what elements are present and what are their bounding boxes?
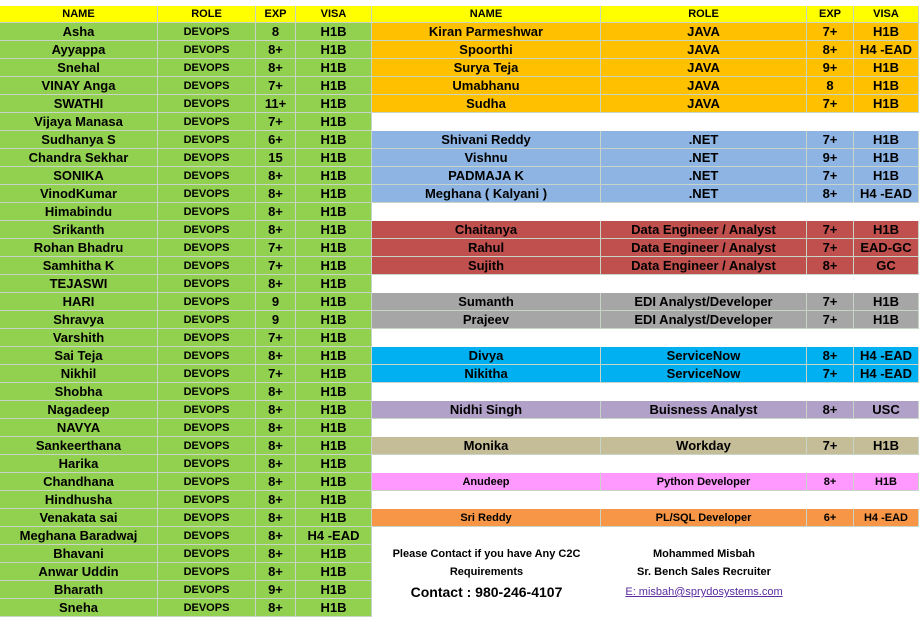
left-cell-name[interactable]: Harika: [0, 455, 158, 473]
left-cell-visa[interactable]: H1B: [296, 149, 372, 167]
left-cell-visa[interactable]: H1B: [296, 77, 372, 95]
header-visa-right[interactable]: VISA: [854, 6, 919, 23]
left-cell-role[interactable]: DEVOPS: [158, 149, 256, 167]
left-cell-exp[interactable]: 11+: [256, 95, 296, 113]
right-cell-name[interactable]: Shivani Reddy: [372, 131, 601, 149]
right-cell-exp[interactable]: 7+: [807, 437, 854, 455]
left-cell-visa[interactable]: H1B: [296, 563, 372, 581]
right-cell-exp[interactable]: 7+: [807, 221, 854, 239]
left-cell-exp[interactable]: 8+: [256, 419, 296, 437]
left-cell-visa[interactable]: H1B: [296, 581, 372, 599]
left-cell-visa[interactable]: H1B: [296, 221, 372, 239]
left-cell-name[interactable]: Ayyappa: [0, 41, 158, 59]
left-cell-visa[interactable]: H1B: [296, 509, 372, 527]
left-cell-name[interactable]: Hindhusha: [0, 491, 158, 509]
left-cell-role[interactable]: DEVOPS: [158, 419, 256, 437]
left-cell-name[interactable]: HARI: [0, 293, 158, 311]
right-cell-exp[interactable]: 8+: [807, 257, 854, 275]
left-cell-exp[interactable]: 8+: [256, 455, 296, 473]
recruiter-email-cell: [601, 581, 807, 603]
header-name-right[interactable]: NAME: [372, 6, 601, 23]
left-cell-role[interactable]: DEVOPS: [158, 545, 256, 563]
left-cell-visa[interactable]: H1B: [296, 365, 372, 383]
right-cell-exp[interactable]: 7+: [807, 167, 854, 185]
left-cell-exp[interactable]: 7+: [256, 239, 296, 257]
right-cell-role[interactable]: .NET: [601, 167, 807, 185]
left-cell-role[interactable]: DEVOPS: [158, 491, 256, 509]
left-cell-exp[interactable]: 8+: [256, 545, 296, 563]
left-cell-exp[interactable]: 7+: [256, 329, 296, 347]
left-cell-role[interactable]: DEVOPS: [158, 77, 256, 95]
left-cell-role[interactable]: DEVOPS: [158, 455, 256, 473]
left-cell-name[interactable]: Shobha: [0, 383, 158, 401]
left-cell-exp[interactable]: 8+: [256, 41, 296, 59]
right-cell-exp[interactable]: 6+: [807, 509, 854, 527]
right-cell-exp[interactable]: 8: [807, 77, 854, 95]
left-cell-name[interactable]: Nagadeep: [0, 401, 158, 419]
left-cell-role[interactable]: DEVOPS: [158, 329, 256, 347]
right-cell-visa[interactable]: H4 -EAD: [854, 365, 919, 383]
left-cell-name[interactable]: VINAY Anga: [0, 77, 158, 95]
left-cell-name[interactable]: Sudhanya S: [0, 131, 158, 149]
left-cell-visa[interactable]: H1B: [296, 491, 372, 509]
right-cell-visa[interactable]: H4 -EAD: [854, 185, 919, 203]
left-cell-visa[interactable]: H1B: [296, 239, 372, 257]
left-cell-exp[interactable]: 9+: [256, 581, 296, 599]
right-cell-visa[interactable]: H4 -EAD: [854, 347, 919, 365]
right-cell-role[interactable]: Data Engineer / Analyst: [601, 221, 807, 239]
left-cell-name[interactable]: NAVYA: [0, 419, 158, 437]
left-cell-visa[interactable]: H1B: [296, 401, 372, 419]
left-cell-role[interactable]: DEVOPS: [158, 401, 256, 419]
right-cell-exp[interactable]: 8+: [807, 473, 854, 491]
left-cell-role[interactable]: DEVOPS: [158, 257, 256, 275]
left-cell-visa[interactable]: H1B: [296, 257, 372, 275]
right-cell-visa[interactable]: H1B: [854, 95, 919, 113]
left-cell-role[interactable]: DEVOPS: [158, 221, 256, 239]
right-cell-role[interactable]: Python Developer: [601, 473, 807, 491]
left-cell-visa[interactable]: H1B: [296, 599, 372, 617]
left-cell-visa[interactable]: H1B: [296, 23, 372, 41]
left-cell-role[interactable]: DEVOPS: [158, 311, 256, 329]
right-cell-role[interactable]: .NET: [601, 185, 807, 203]
left-cell-name[interactable]: Samhitha K: [0, 257, 158, 275]
left-cell-exp[interactable]: 8+: [256, 527, 296, 545]
right-cell-exp[interactable]: 7+: [807, 95, 854, 113]
left-cell-role[interactable]: DEVOPS: [158, 275, 256, 293]
left-cell-visa[interactable]: H1B: [296, 131, 372, 149]
left-cell-visa[interactable]: H1B: [296, 329, 372, 347]
left-cell-visa[interactable]: H1B: [296, 383, 372, 401]
left-cell-visa[interactable]: H1B: [296, 293, 372, 311]
left-cell-visa[interactable]: H1B: [296, 473, 372, 491]
left-cell-exp[interactable]: 8+: [256, 509, 296, 527]
left-cell-exp[interactable]: 6+: [256, 131, 296, 149]
left-cell-exp[interactable]: 8+: [256, 473, 296, 491]
left-cell-role[interactable]: DEVOPS: [158, 527, 256, 545]
right-cell-name[interactable]: Meghana ( Kalyani ): [372, 185, 601, 203]
left-cell-exp[interactable]: 8+: [256, 167, 296, 185]
left-cell-role[interactable]: DEVOPS: [158, 581, 256, 599]
right-cell-name[interactable]: Umabhanu: [372, 77, 601, 95]
left-cell-name[interactable]: Srikanth: [0, 221, 158, 239]
left-cell-role[interactable]: DEVOPS: [158, 599, 256, 617]
left-cell-role[interactable]: DEVOPS: [158, 365, 256, 383]
left-cell-visa[interactable]: H1B: [296, 185, 372, 203]
right-cell-role[interactable]: Workday: [601, 437, 807, 455]
left-cell-role[interactable]: DEVOPS: [158, 113, 256, 131]
left-cell-name[interactable]: Anwar Uddin: [0, 563, 158, 581]
left-cell-name[interactable]: Snehal: [0, 59, 158, 77]
left-cell-name[interactable]: Rohan Bhadru: [0, 239, 158, 257]
left-cell-visa[interactable]: H1B: [296, 545, 372, 563]
left-cell-name[interactable]: Shravya: [0, 311, 158, 329]
left-cell-exp[interactable]: 7+: [256, 77, 296, 95]
left-cell-role[interactable]: DEVOPS: [158, 383, 256, 401]
right-cell-exp[interactable]: 7+: [807, 23, 854, 41]
left-cell-exp[interactable]: 8+: [256, 275, 296, 293]
left-cell-exp[interactable]: 8+: [256, 599, 296, 617]
left-cell-exp[interactable]: 7+: [256, 113, 296, 131]
right-cell-name[interactable]: Divya: [372, 347, 601, 365]
right-cell-name[interactable]: Nidhi Singh: [372, 401, 601, 419]
left-cell-visa[interactable]: H1B: [296, 437, 372, 455]
left-cell-role[interactable]: DEVOPS: [158, 59, 256, 77]
left-cell-visa[interactable]: H1B: [296, 167, 372, 185]
left-cell-visa[interactable]: H1B: [296, 455, 372, 473]
right-cell-exp[interactable]: 7+: [807, 239, 854, 257]
right-cell-name[interactable]: Nikitha: [372, 365, 601, 383]
right-cell-visa[interactable]: H4 -EAD: [854, 41, 919, 59]
right-cell-role[interactable]: Data Engineer / Analyst: [601, 239, 807, 257]
left-cell-role[interactable]: DEVOPS: [158, 509, 256, 527]
right-cell-role[interactable]: JAVA: [601, 77, 807, 95]
left-cell-exp[interactable]: 8+: [256, 383, 296, 401]
right-cell-exp[interactable]: 8+: [807, 401, 854, 419]
right-cell-exp[interactable]: 7+: [807, 311, 854, 329]
left-cell-name[interactable]: VinodKumar: [0, 185, 158, 203]
right-cell-name[interactable]: Anudeep: [372, 473, 601, 491]
left-cell-name[interactable]: Chandra Sekhar: [0, 149, 158, 167]
left-cell-role[interactable]: DEVOPS: [158, 203, 256, 221]
header-exp-right[interactable]: EXP: [807, 6, 854, 23]
left-cell-exp[interactable]: 8+: [256, 491, 296, 509]
left-cell-exp[interactable]: 15: [256, 149, 296, 167]
left-cell-name[interactable]: Bharath: [0, 581, 158, 599]
left-cell-role[interactable]: DEVOPS: [158, 473, 256, 491]
left-cell-exp[interactable]: 8+: [256, 203, 296, 221]
left-cell-exp[interactable]: 7+: [256, 257, 296, 275]
left-cell-visa[interactable]: H1B: [296, 59, 372, 77]
right-cell-role[interactable]: .NET: [601, 149, 807, 167]
right-cell-exp[interactable]: 8+: [807, 347, 854, 365]
right-cell-exp[interactable]: 7+: [807, 293, 854, 311]
left-cell-name[interactable]: Asha: [0, 23, 158, 41]
recruiter-name: Mohammed Misbah: [601, 545, 807, 563]
right-cell-name[interactable]: Prajeev: [372, 311, 601, 329]
right-cell-visa[interactable]: H1B: [854, 131, 919, 149]
left-cell-name[interactable]: Nikhil: [0, 365, 158, 383]
right-cell-role[interactable]: JAVA: [601, 41, 807, 59]
left-cell-role[interactable]: DEVOPS: [158, 95, 256, 113]
right-cell-name[interactable]: Sri Reddy: [372, 509, 601, 527]
left-cell-role[interactable]: DEVOPS: [158, 131, 256, 149]
left-cell-name[interactable]: Sneha: [0, 599, 158, 617]
right-cell-visa[interactable]: H1B: [854, 167, 919, 185]
header-role-right[interactable]: ROLE: [601, 6, 807, 23]
left-cell-exp[interactable]: 7+: [256, 365, 296, 383]
left-cell-name[interactable]: Venakata sai: [0, 509, 158, 527]
right-cell-visa[interactable]: H1B: [854, 473, 919, 491]
right-cell-exp[interactable]: 9+: [807, 149, 854, 167]
left-cell-name[interactable]: Meghana Baradwaj: [0, 527, 158, 545]
right-cell-visa[interactable]: H1B: [854, 293, 919, 311]
header-role-left[interactable]: ROLE: [158, 6, 256, 23]
right-cell-name[interactable]: PADMAJA K: [372, 167, 601, 185]
left-cell-role[interactable]: DEVOPS: [158, 437, 256, 455]
recruiter-title: Sr. Bench Sales Recruiter: [601, 563, 807, 581]
left-cell-name[interactable]: TEJASWI: [0, 275, 158, 293]
left-cell-name[interactable]: SWATHI: [0, 95, 158, 113]
left-cell-name[interactable]: Chandhana: [0, 473, 158, 491]
left-cell-exp[interactable]: 8+: [256, 185, 296, 203]
right-cell-role[interactable]: EDI Analyst/Developer: [601, 311, 807, 329]
right-cell-name[interactable]: Sudha: [372, 95, 601, 113]
right-cell-name[interactable]: Rahul: [372, 239, 601, 257]
right-cell-visa[interactable]: H1B: [854, 437, 919, 455]
left-cell-visa[interactable]: H1B: [296, 347, 372, 365]
right-cell-visa[interactable]: H1B: [854, 23, 919, 41]
right-cell-visa[interactable]: H1B: [854, 149, 919, 167]
contact-line-1: Please Contact if you have Any C2C: [372, 545, 601, 563]
left-cell-role[interactable]: DEVOPS: [158, 239, 256, 257]
right-cell-role[interactable]: Buisness Analyst: [601, 401, 807, 419]
left-cell-exp[interactable]: 8+: [256, 437, 296, 455]
left-cell-name[interactable]: SONIKA: [0, 167, 158, 185]
right-cell-exp[interactable]: 9+: [807, 59, 854, 77]
right-cell-visa[interactable]: USC: [854, 401, 919, 419]
right-cell-name[interactable]: Vishnu: [372, 149, 601, 167]
right-cell-exp[interactable]: 8+: [807, 185, 854, 203]
right-cell-name[interactable]: Sujith: [372, 257, 601, 275]
left-cell-visa[interactable]: H1B: [296, 95, 372, 113]
right-cell-exp[interactable]: 8+: [807, 41, 854, 59]
left-cell-exp[interactable]: 9: [256, 293, 296, 311]
right-cell-role[interactable]: JAVA: [601, 23, 807, 41]
left-cell-name[interactable]: Varshith: [0, 329, 158, 347]
right-cell-visa[interactable]: H1B: [854, 59, 919, 77]
left-cell-visa[interactable]: H1B: [296, 311, 372, 329]
right-cell-name[interactable]: Surya Teja: [372, 59, 601, 77]
right-cell-role[interactable]: ServiceNow: [601, 365, 807, 383]
contact-phone: Contact : 980-246-4107: [372, 581, 601, 603]
right-cell-exp[interactable]: 7+: [807, 131, 854, 149]
left-cell-exp[interactable]: 8+: [256, 347, 296, 365]
left-cell-role[interactable]: DEVOPS: [158, 41, 256, 59]
contact-line-2: Requirements: [372, 563, 601, 581]
header-exp-left[interactable]: EXP: [256, 6, 296, 23]
recruiter-email-link[interactable]: E: misbah@sprydosystems.com: [625, 586, 783, 598]
header-visa-left[interactable]: VISA: [296, 6, 372, 23]
right-cell-visa[interactable]: H4 -EAD: [854, 509, 919, 527]
left-cell-exp[interactable]: 8+: [256, 59, 296, 77]
header-name-left[interactable]: NAME: [0, 6, 158, 23]
left-cell-exp[interactable]: 8+: [256, 221, 296, 239]
left-cell-exp[interactable]: 8: [256, 23, 296, 41]
left-cell-exp[interactable]: 8+: [256, 563, 296, 581]
right-cell-role[interactable]: .NET: [601, 131, 807, 149]
left-cell-visa[interactable]: H1B: [296, 419, 372, 437]
left-cell-name[interactable]: Vijaya Manasa: [0, 113, 158, 131]
right-cell-role[interactable]: JAVA: [601, 95, 807, 113]
right-cell-role[interactable]: JAVA: [601, 59, 807, 77]
right-cell-name[interactable]: Monika: [372, 437, 601, 455]
left-cell-visa[interactable]: H1B: [296, 203, 372, 221]
left-cell-visa[interactable]: H4 -EAD: [296, 527, 372, 545]
right-cell-role[interactable]: ServiceNow: [601, 347, 807, 365]
right-cell-visa[interactable]: EAD-GC: [854, 239, 919, 257]
right-cell-name[interactable]: Sumanth: [372, 293, 601, 311]
right-cell-role[interactable]: Data Engineer / Analyst: [601, 257, 807, 275]
left-cell-name[interactable]: Sankeerthana: [0, 437, 158, 455]
left-cell-role[interactable]: DEVOPS: [158, 23, 256, 41]
left-cell-exp[interactable]: 8+: [256, 401, 296, 419]
left-cell-visa[interactable]: H1B: [296, 275, 372, 293]
left-cell-name[interactable]: Bhavani: [0, 545, 158, 563]
left-cell-name[interactable]: Himabindu: [0, 203, 158, 221]
right-cell-name[interactable]: Kiran Parmeshwar: [372, 23, 601, 41]
right-cell-visa[interactable]: H1B: [854, 311, 919, 329]
left-cell-exp[interactable]: 9: [256, 311, 296, 329]
right-cell-visa[interactable]: H1B: [854, 221, 919, 239]
right-cell-role[interactable]: EDI Analyst/Developer: [601, 293, 807, 311]
right-cell-role[interactable]: PL/SQL Developer: [601, 509, 807, 527]
left-cell-role[interactable]: DEVOPS: [158, 563, 256, 581]
left-cell-visa[interactable]: H1B: [296, 113, 372, 131]
right-cell-exp[interactable]: 7+: [807, 365, 854, 383]
left-cell-name[interactable]: Sai Teja: [0, 347, 158, 365]
left-cell-role[interactable]: DEVOPS: [158, 293, 256, 311]
right-cell-visa[interactable]: H1B: [854, 77, 919, 95]
right-cell-name[interactable]: Chaitanya: [372, 221, 601, 239]
left-cell-visa[interactable]: H1B: [296, 41, 372, 59]
right-cell-visa[interactable]: GC: [854, 257, 919, 275]
left-cell-role[interactable]: DEVOPS: [158, 347, 256, 365]
left-cell-role[interactable]: DEVOPS: [158, 167, 256, 185]
right-cell-name[interactable]: Spoorthi: [372, 41, 601, 59]
left-cell-role[interactable]: DEVOPS: [158, 185, 256, 203]
